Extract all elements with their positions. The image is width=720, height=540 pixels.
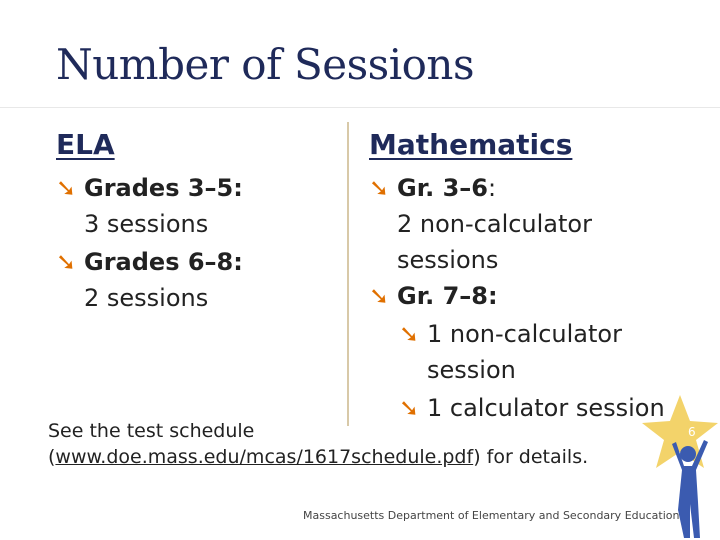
paren-open: ( — [48, 446, 56, 468]
slide-title: Number of Sessions — [56, 40, 475, 89]
math-subitem-non-calculator — [399, 316, 622, 388]
ela-item2-label: Grades 6–8: — [84, 248, 243, 276]
math-item1-label: Gr. 3–6 — [397, 174, 488, 202]
arrow-down-right-icon: ➘ — [369, 282, 390, 310]
math-item-gr-3-6 — [369, 170, 592, 278]
arrow-down-right-icon: ➘ — [399, 394, 420, 422]
math-item2-label: Gr. 7–8: — [397, 282, 498, 310]
math-item1-value-line2: sessions — [397, 246, 499, 274]
math-item1-value-line1: 2 non-calculator — [397, 210, 592, 238]
math-sub1-line1: 1 non-calculator — [427, 320, 622, 348]
person-figure-icon — [664, 440, 714, 540]
math-item1-colon: : — [487, 174, 497, 202]
ela-item-grades-6-8 — [56, 244, 243, 316]
arrow-down-right-icon: ➘ — [56, 248, 77, 276]
column-divider — [347, 122, 349, 426]
ela-item1-label: Grades 3–5: — [84, 174, 243, 202]
org-footer: Massachusetts Department of Elementary and Secondary Education — [303, 509, 680, 522]
arrow-down-right-icon: ➘ — [399, 320, 420, 348]
math-item-gr-7-8 — [369, 278, 498, 314]
schedule-link[interactable]: www.doe.mass.edu/mcas/1617schedule.pdf — [55, 446, 474, 468]
page-number: 6 — [688, 425, 696, 439]
title-divider — [0, 107, 720, 108]
math-sub2: 1 calculator session — [427, 394, 665, 422]
ela-item-grades-3-5 — [56, 170, 243, 242]
ela-item1-value: 3 sessions — [84, 210, 209, 238]
math-heading: Mathematics — [369, 128, 573, 161]
schedule-note-line1: See the test schedule — [48, 420, 255, 442]
arrow-down-right-icon: ➘ — [56, 174, 77, 202]
math-sub1-line2: session — [427, 356, 516, 384]
ela-item2-value: 2 sessions — [84, 284, 209, 312]
ela-heading: ELA — [56, 128, 115, 161]
schedule-note — [48, 418, 588, 470]
arrow-down-right-icon: ➘ — [369, 174, 390, 202]
schedule-note-suffix: ) for details. — [473, 446, 589, 468]
